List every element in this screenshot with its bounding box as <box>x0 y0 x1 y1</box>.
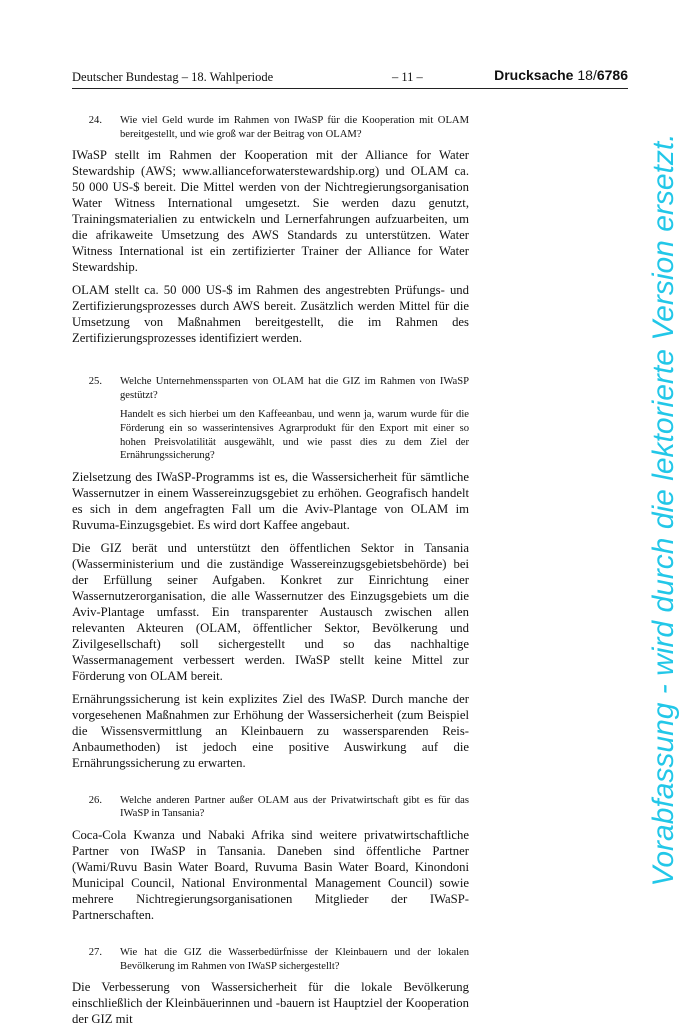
question-subtext: Handelt es sich hierbei um den Kaffeeanbau, und wenn ja, warum wurde für die Förderung ein so wasserintensives Agrarprodukt für den Export mit einer so hohen Preisvolatilität ausgewählt, und wie passt dies zu dem Ziel der Ernährungssicherung? <box>120 409 469 462</box>
header-publication: Deutscher Bundestag – 18. Wahlperiode <box>72 70 274 84</box>
header-doc-label: Drucksache <box>494 67 574 83</box>
header-doc-period: 18/ <box>577 67 597 83</box>
question-number: 27. <box>88 946 102 958</box>
question-text: Welche Unternehmenssparten von OLAM hat die GIZ im Rahmen von IWaSP gestützt? <box>120 376 469 401</box>
question-text: Wie hat die GIZ die Wasserbedürfnisse der Kleinbauern und der lokalen Bevölkerung im Rahmen von IWaSP sichergestellt? <box>120 946 469 972</box>
preliminary-version-watermark: Vorabfassung - wird durch die lektorierte Version ersetzt. <box>647 133 680 887</box>
header-document-id <box>494 67 628 83</box>
question-26 <box>72 794 469 821</box>
question-number: 26. <box>88 794 102 806</box>
question-25 <box>72 375 469 463</box>
question-number: 25. <box>88 376 102 388</box>
header-doc-number: 6786 <box>596 67 628 83</box>
question-text: Welche anderen Partner außer OLAM aus der Privatwirtschaft gibt es für das IWaSP in Tansania? <box>120 794 469 820</box>
page-header <box>72 68 628 89</box>
answer-25-paragraph-1: Zielsetzung des IWaSP-Programms ist es, die Wassersicherheit für sämtliche Wassernutzer in einem Wassereinzugsgebiet zu erhöhen. Geografisch handelt es sich in dem angefragten Fall um die Aviv-Plantage von OLAM im Ruvuma-Einzugsgebiet. Es wird dort Kaffee angebaut. <box>72 469 469 532</box>
document-body <box>72 114 469 1034</box>
question-text: Wie viel Geld wurde im Rahmen von IWaSP für die Kooperation mit OLAM bereitgestellt, und wie groß war der Beitrag von OLAM? <box>120 115 469 140</box>
answer-24-paragraph-2: OLAM stellt ca. 50 000 US-$ im Rahmen des angestrebten Prüfungs- und Zertifizierungsprozesses durch AWS bereit. Zusätzlich werden Mittel für die Umsetzung von Maßnahmen bereitgestellt, die im Rahmen des Zertifizierungsprozesses identifiziert werden. <box>72 283 469 346</box>
question-24 <box>72 114 469 141</box>
answer-27-paragraph-1: Die Verbesserung von Wassersicherheit für die lokale Bevölkerung einschließlich der Kleinbäuerinnen und -bauern ist Hauptziel der Kooperation der GIZ mit <box>72 980 469 1027</box>
watermark-sidebar <box>640 110 688 910</box>
answer-26-paragraph-1: Coca-Cola Kwanza und Nabaki Afrika sind weitere privatwirtschaftliche Partner von IWaSP in Tansania. Daneben sind öffentliche Partner (Wami/Ruvu Basin Water Board, Ruvuma Basin Water Board, Kinondoni Municipal Council, National Environmental Management Council) sowie mehrere Nichtregierungsorganisationen Mitglieder der IWaSP-Partnerschaften. <box>72 827 469 922</box>
answer-25-paragraph-2: Die GIZ berät und unterstützt den öffentlichen Sektor in Tansania (Wasserministerium und die zuständige Wassereinzugsgebietsbehörde) bei der Erfüllung seiner Aufgaben. Konkret zur Einrichtung einer Wassernutzerorganisation, die alle Wassernutzer des Einzugsgebiets um die Aviv-Plantage umfasst. Ein transparenter Austausch zwischen allen relevanten Akteuren (OLAM, öffentlicher Sektor, Bevölkerung und Zivilgesellschaft) soll sichergestellt und so das nachhaltige Wassermanagement verbessert werden. IWaSP stellt keine Mittel zur Förderung von OLAM bereit. <box>72 540 469 683</box>
answer-24-paragraph-1: IWaSP stellt im Rahmen der Kooperation mit der Alliance for Water Stewardship (AWS; www.allianceforwaterstewardship.org) und OLAM ca. 50 000 US-$ bereit. Die Mittel werden von der Nichtregierungsorganisation Water Witness International umgesetzt. Sie werden dazu genutzt, Trainingsmaterialien zu entwickeln und Lernerfahrungen aufzuarbeiten, um die afrikaweite Umsetzung des AWS Standards zu unterstützen. Water Witness International ist ein zertifizierter Trainer der Alliance for Water Stewardship. <box>72 148 469 275</box>
header-page-number: – 11 – <box>392 70 423 84</box>
question-number: 24. <box>88 115 102 126</box>
question-27 <box>72 946 469 973</box>
answer-25-paragraph-3: Ernährungssicherung ist kein explizites Ziel des IWaSP. Durch manche der vorgesehenen Maßnahmen zur Erhöhung der Wassersicherheit (zum Beispiel die Wissensvermittlung an Kleinbauern zu wassersparenden Reis-Anbaumethoden) ist jedoch eine positive Auswirkung auf die Ernährungssicherung zu erwarten. <box>72 691 469 770</box>
